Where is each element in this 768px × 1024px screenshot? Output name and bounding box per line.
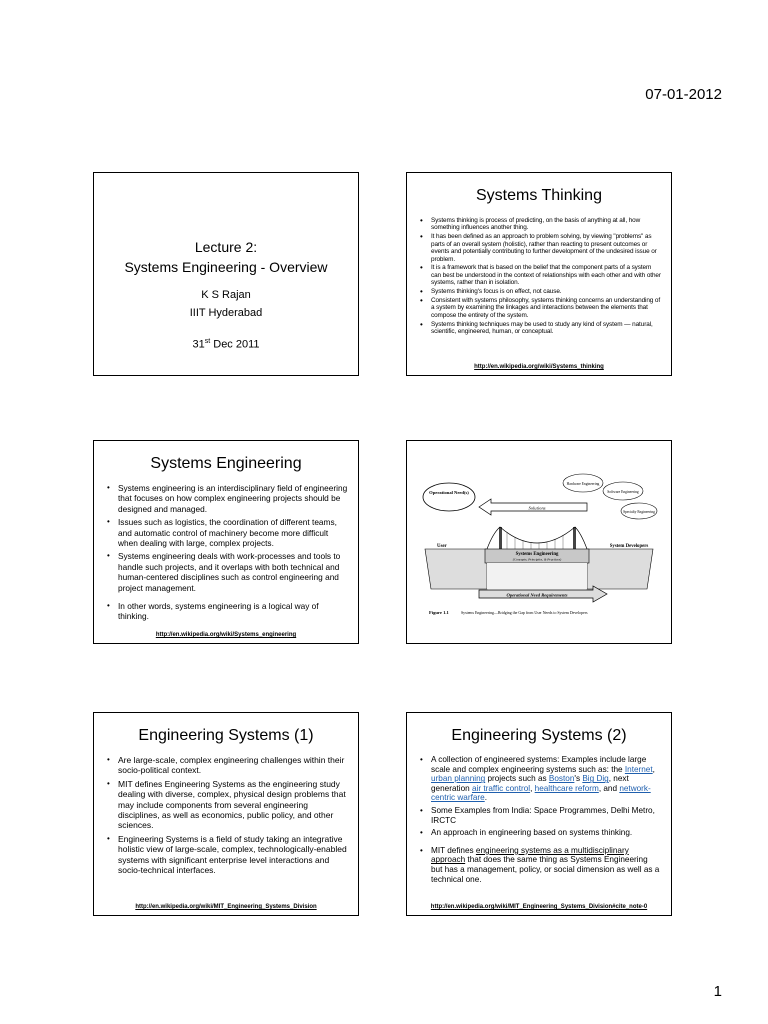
- system-developers-label: System Developers: [609, 544, 649, 549]
- user-label: User: [437, 544, 447, 549]
- slide-systems-thinking: [406, 172, 672, 376]
- list-item: • An approach in engineering based on systems thinking.: [431, 828, 661, 838]
- underlined-text: engineering systems as a multidisciplinary approach: [431, 845, 629, 865]
- bullet-text: ,: [530, 783, 535, 793]
- list-item: • Systems thinking techniques may be used to study any kind of system — natural, scientific, engineered, human, or conceptual.: [431, 321, 661, 336]
- link-internet[interactable]: Internet: [624, 764, 653, 774]
- page-number: 1: [713, 983, 722, 1000]
- link-air-traffic-control[interactable]: air traffic control: [471, 783, 531, 793]
- slide-title: Engineering Systems (2): [451, 727, 627, 744]
- list-item: • Systems engineering is an interdisciplinary field of engineering that focuses on how complex engineering projects should be designed and managed.: [118, 483, 348, 514]
- bullet-text: 's: [574, 774, 583, 784]
- bullet-list: [104, 483, 348, 622]
- slide-systems-engineering: [93, 440, 359, 644]
- list-item: • Engineering Systems is a field of study taking an integrative holistic view of large-scale, complex, technologically-enabled systems with significant enterprise level interactions and socio-technical interfaces.: [118, 834, 348, 876]
- slide-title: Systems Engineering: [150, 455, 302, 472]
- bridge-title: Systems Engineering: [515, 552, 559, 557]
- slide-engineering-systems-1: [93, 712, 359, 916]
- list-item: • Systems engineering deals with work-processes and tools to handle such projects, and it overlaps with both technical and human-centered disciplines such as control engineering and project management.: [118, 551, 348, 593]
- bullet-text: that does the same thing as Systems Engineering but has a management, policy, or social dimension as well as a technical one.: [431, 855, 660, 884]
- bridge-diagram: [407, 441, 671, 643]
- lecture-author-block: [94, 286, 358, 322]
- lecture-date-day: 31: [192, 338, 205, 351]
- bullet-text: MIT defines: [431, 845, 476, 855]
- bullet-text: ,: [652, 764, 655, 774]
- bridge-hangers: [507, 532, 563, 551]
- link-healthcare-reform[interactable]: healthcare reform: [534, 783, 599, 793]
- list-item: • It is a framework that is based on the belief that the component parts of a system can best be understood in the context of relationships with each other and with other systems, rather than in isolation.: [431, 264, 661, 286]
- right-cliff: [587, 549, 653, 589]
- hardware-label: Hardware Engineering: [566, 482, 600, 486]
- lecture-title-line2: Systems Engineering - Overview: [124, 259, 328, 275]
- link-big-dig[interactable]: Big Dig: [582, 774, 609, 784]
- lecture-title: [94, 237, 358, 277]
- operational-need-cloud: [423, 483, 475, 511]
- source-link[interactable]: http://en.wikipedia.org/wiki/Systems_thinking: [474, 364, 604, 370]
- solutions-label: Solutions: [528, 505, 546, 511]
- slide-bridge-figure: [406, 440, 672, 644]
- requirements-label: Operational Need Requirements: [506, 592, 568, 598]
- lecture-institute: IIIT Hyderabad: [189, 307, 263, 319]
- list-item: • Issues such as logistics, the coordination of different teams, and automatic control of machinery become more difficult when dealing with large, complex projects.: [118, 517, 348, 548]
- software-label: Software Engineering: [607, 490, 639, 494]
- list-item: • It has been defined as an approach to problem solving, by viewing "problems" as parts of an overall system (holistic), rather than reacting to present outcomes or events and potentially contributing to further development of the undesired issue or problem.: [431, 233, 661, 263]
- bullet-text: .: [484, 793, 487, 803]
- list-item: • Some Examples from India: Space Programmes, Delhi Metro, IRCTC: [431, 806, 661, 825]
- list-item: • Systems thinking's focus is on effect, not cause.: [431, 288, 661, 295]
- slide-engineering-systems-2: [406, 712, 672, 916]
- lecture-date: [94, 338, 358, 351]
- bridge-subtitle: (Concepts, Principles, & Practices): [512, 557, 562, 562]
- slide-title: Systems Thinking: [476, 187, 602, 204]
- link-boston[interactable]: Boston: [548, 774, 575, 784]
- bullet-text: projects such as: [485, 774, 549, 784]
- lecture-date-rest: Dec 2011: [210, 338, 260, 351]
- list-item: • Systems thinking is process of predicting, on the basis of anything at all, how something influences another thing.: [431, 217, 661, 232]
- source-link[interactable]: http://en.wikipedia.org/wiki/MIT_Engineering_Systems_Division: [135, 904, 317, 910]
- lecture-title-line1: Lecture 2:: [194, 239, 258, 255]
- bullet-text: A collection of engineered systems: Examples include large scale and complex engineering systems such as: the: [431, 755, 647, 774]
- header-date: 07-01-2012: [645, 86, 722, 103]
- list-item: • MIT defines Engineering Systems as the engineering study dealing with diverse, complex, physical design problems that may include components from several engineering disciplines, as well as economics, public policy, and other sciences.: [118, 779, 348, 831]
- bullet-text: , and: [598, 783, 620, 793]
- figure-number: Figure 1.1: [429, 610, 449, 615]
- source-link[interactable]: http://en.wikipedia.org/wiki/MIT_Engineering_Systems_Division#cite_note-0: [430, 904, 648, 910]
- list-item: [431, 755, 661, 803]
- list-item: • Are large-scale, complex engineering challenges within their socio-political context.: [118, 755, 348, 776]
- bullet-list: [104, 755, 348, 875]
- left-cliff: [425, 549, 487, 589]
- bridge-gap: [487, 563, 587, 589]
- link-urban-planning[interactable]: urban planning: [431, 774, 486, 784]
- list-item: • Consistent with systems philosophy, systems thinking concerns an understanding of a system by examining the linkages and interactions between the elements that compose the entirety of the system.: [431, 297, 661, 319]
- lecture-author: K S Rajan: [201, 289, 251, 301]
- bullet-list: [417, 217, 661, 336]
- slide-title: Engineering Systems (1): [138, 727, 314, 744]
- bullet-text: , next generation: [431, 774, 629, 793]
- source-link[interactable]: http://en.wikipedia.org/wiki/Systems_engineering: [155, 632, 297, 638]
- list-item: [431, 846, 661, 884]
- lecture-date-suffix: st: [204, 338, 211, 345]
- slide-lecture-title: [93, 172, 359, 376]
- bullet-list: [417, 755, 661, 884]
- operational-need-label: Operational Need(s): [429, 490, 469, 495]
- figure-caption: Systems Engineering—Bridging the Gap from User Needs to System Developers: [461, 611, 588, 615]
- link-network-centric-warfare[interactable]: network-centric warfare: [431, 783, 651, 803]
- list-item: • In other words, systems engineering is a logical way of thinking.: [118, 601, 348, 622]
- specialty-label: Specialty Engineering: [623, 510, 655, 514]
